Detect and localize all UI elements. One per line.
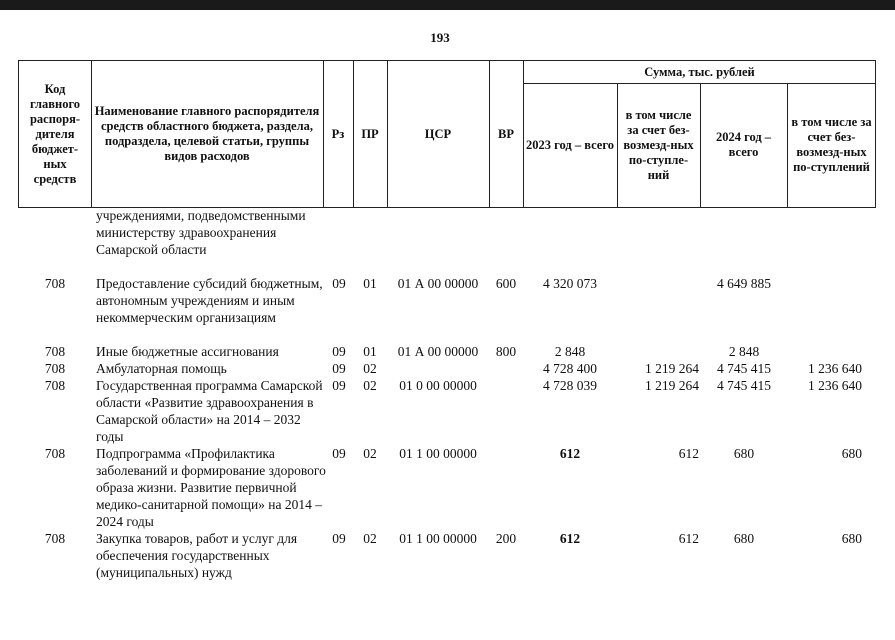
row-code: 708	[44, 361, 66, 376]
row-csr: 01 1 00 00000	[399, 446, 477, 461]
row-2023-total: 4 320 073	[543, 276, 597, 291]
row-2024-total: 680	[733, 531, 755, 546]
row-vr: 600	[495, 276, 517, 291]
row-2024-free: 680	[841, 531, 862, 546]
header-2023-total: 2023 год – всего	[526, 137, 614, 152]
header-pr: ПР	[361, 126, 379, 141]
row-code: 708	[44, 446, 66, 461]
row-csr: 01 0 00 00000	[399, 378, 477, 393]
row-pr: 01	[363, 276, 377, 291]
row-rz: 09	[332, 361, 346, 376]
page-number: 193	[430, 30, 450, 45]
row-name: Подпрограмма «Профилактика заболеваний и формирование здорового образа жизни. Развитие первичной медико-санитарной помощи» на 2014 – 2024 годы	[96, 446, 326, 529]
row-code: 708	[44, 378, 66, 393]
row-2024-free: 1 236 640	[808, 361, 862, 376]
row-code: 708	[44, 344, 66, 359]
row-2023-free: 1 219 264	[645, 378, 699, 393]
row-rz: 09	[332, 446, 346, 461]
row-rz: 09	[332, 531, 346, 546]
row-csr: 01 А 00 00000	[397, 344, 479, 359]
top-edge-bar	[0, 0, 895, 10]
row-code: 708	[44, 531, 66, 546]
row-pr: 02	[363, 361, 377, 376]
table-header	[18, 60, 876, 208]
row-2023-total: 4 728 400	[543, 361, 597, 376]
row-rz: 09	[332, 378, 346, 393]
row-2024-total: 4 745 415	[717, 378, 771, 393]
row-2024-total: 680	[733, 446, 755, 461]
row-name: Амбулаторная помощь	[96, 361, 227, 376]
row-rz: 09	[332, 344, 346, 359]
row-csr: 01 1 00 00000	[399, 531, 477, 546]
row-vr: 800	[495, 344, 517, 359]
row-2023-total: 4 728 039	[543, 378, 597, 393]
header-csr: ЦСР	[424, 126, 452, 141]
row-2024-total: 4 649 885	[717, 276, 771, 291]
row-pr: 02	[363, 531, 377, 546]
row-2023-total: 2 848	[554, 344, 586, 359]
row-code: 708	[44, 276, 66, 291]
row-2023-free: 612	[678, 446, 699, 461]
header-code: Код главного распоря-дителя бюджет-ных средств	[29, 81, 81, 186]
header-sum: Сумма, тыс. рублей	[644, 64, 755, 79]
row-2023-free: 612	[678, 531, 699, 546]
header-2024-free: в том числе за счет без-возмезд-ных по-ступлений	[791, 115, 872, 174]
row-2023-total: 612	[559, 531, 581, 546]
header-vr: ВР	[498, 126, 514, 141]
row-name: Закупка товаров, работ и услуг для обеспечения государственных (муниципальных) нужд	[96, 531, 298, 580]
row-csr: 01 А 00 00000	[397, 276, 479, 291]
row-2024-total: 2 848	[728, 344, 760, 359]
row-name: Иные бюджетные ассигнования	[96, 344, 279, 359]
row-2023-free: 1 219 264	[645, 361, 699, 376]
row-pr: 02	[363, 446, 377, 461]
row-2024-free: 1 236 640	[808, 378, 862, 393]
header-rz: Рз	[331, 126, 345, 141]
row-name: Государственная программа Самарской области «Развитие здравоохранения в Самарской области» на 2014 – 2032 годы	[96, 378, 323, 444]
row-2024-total: 4 745 415	[717, 361, 771, 376]
row-name: учреждениями, подведомственными министерству здравоохранения Самарской области	[96, 208, 306, 257]
header-2024-total: 2024 год – всего	[715, 130, 772, 159]
row-2023-total: 612	[559, 446, 581, 461]
row-name: Предоставление субсидий бюджетным, автономным учреждениям и иным некоммерческим организациям	[96, 276, 323, 325]
row-vr: 200	[495, 531, 517, 546]
row-rz: 09	[332, 276, 346, 291]
row-2024-free: 680	[841, 446, 862, 461]
row-pr: 02	[363, 378, 377, 393]
header-2023-free: в том числе за счет без-возмезд-ных по-ступле-ний	[623, 107, 694, 182]
row-pr: 01	[363, 344, 377, 359]
header-name: Наименование главного распорядителя средств областного бюджета, раздела, подраздела, целевой статьи, группы видов расходов	[94, 104, 320, 163]
